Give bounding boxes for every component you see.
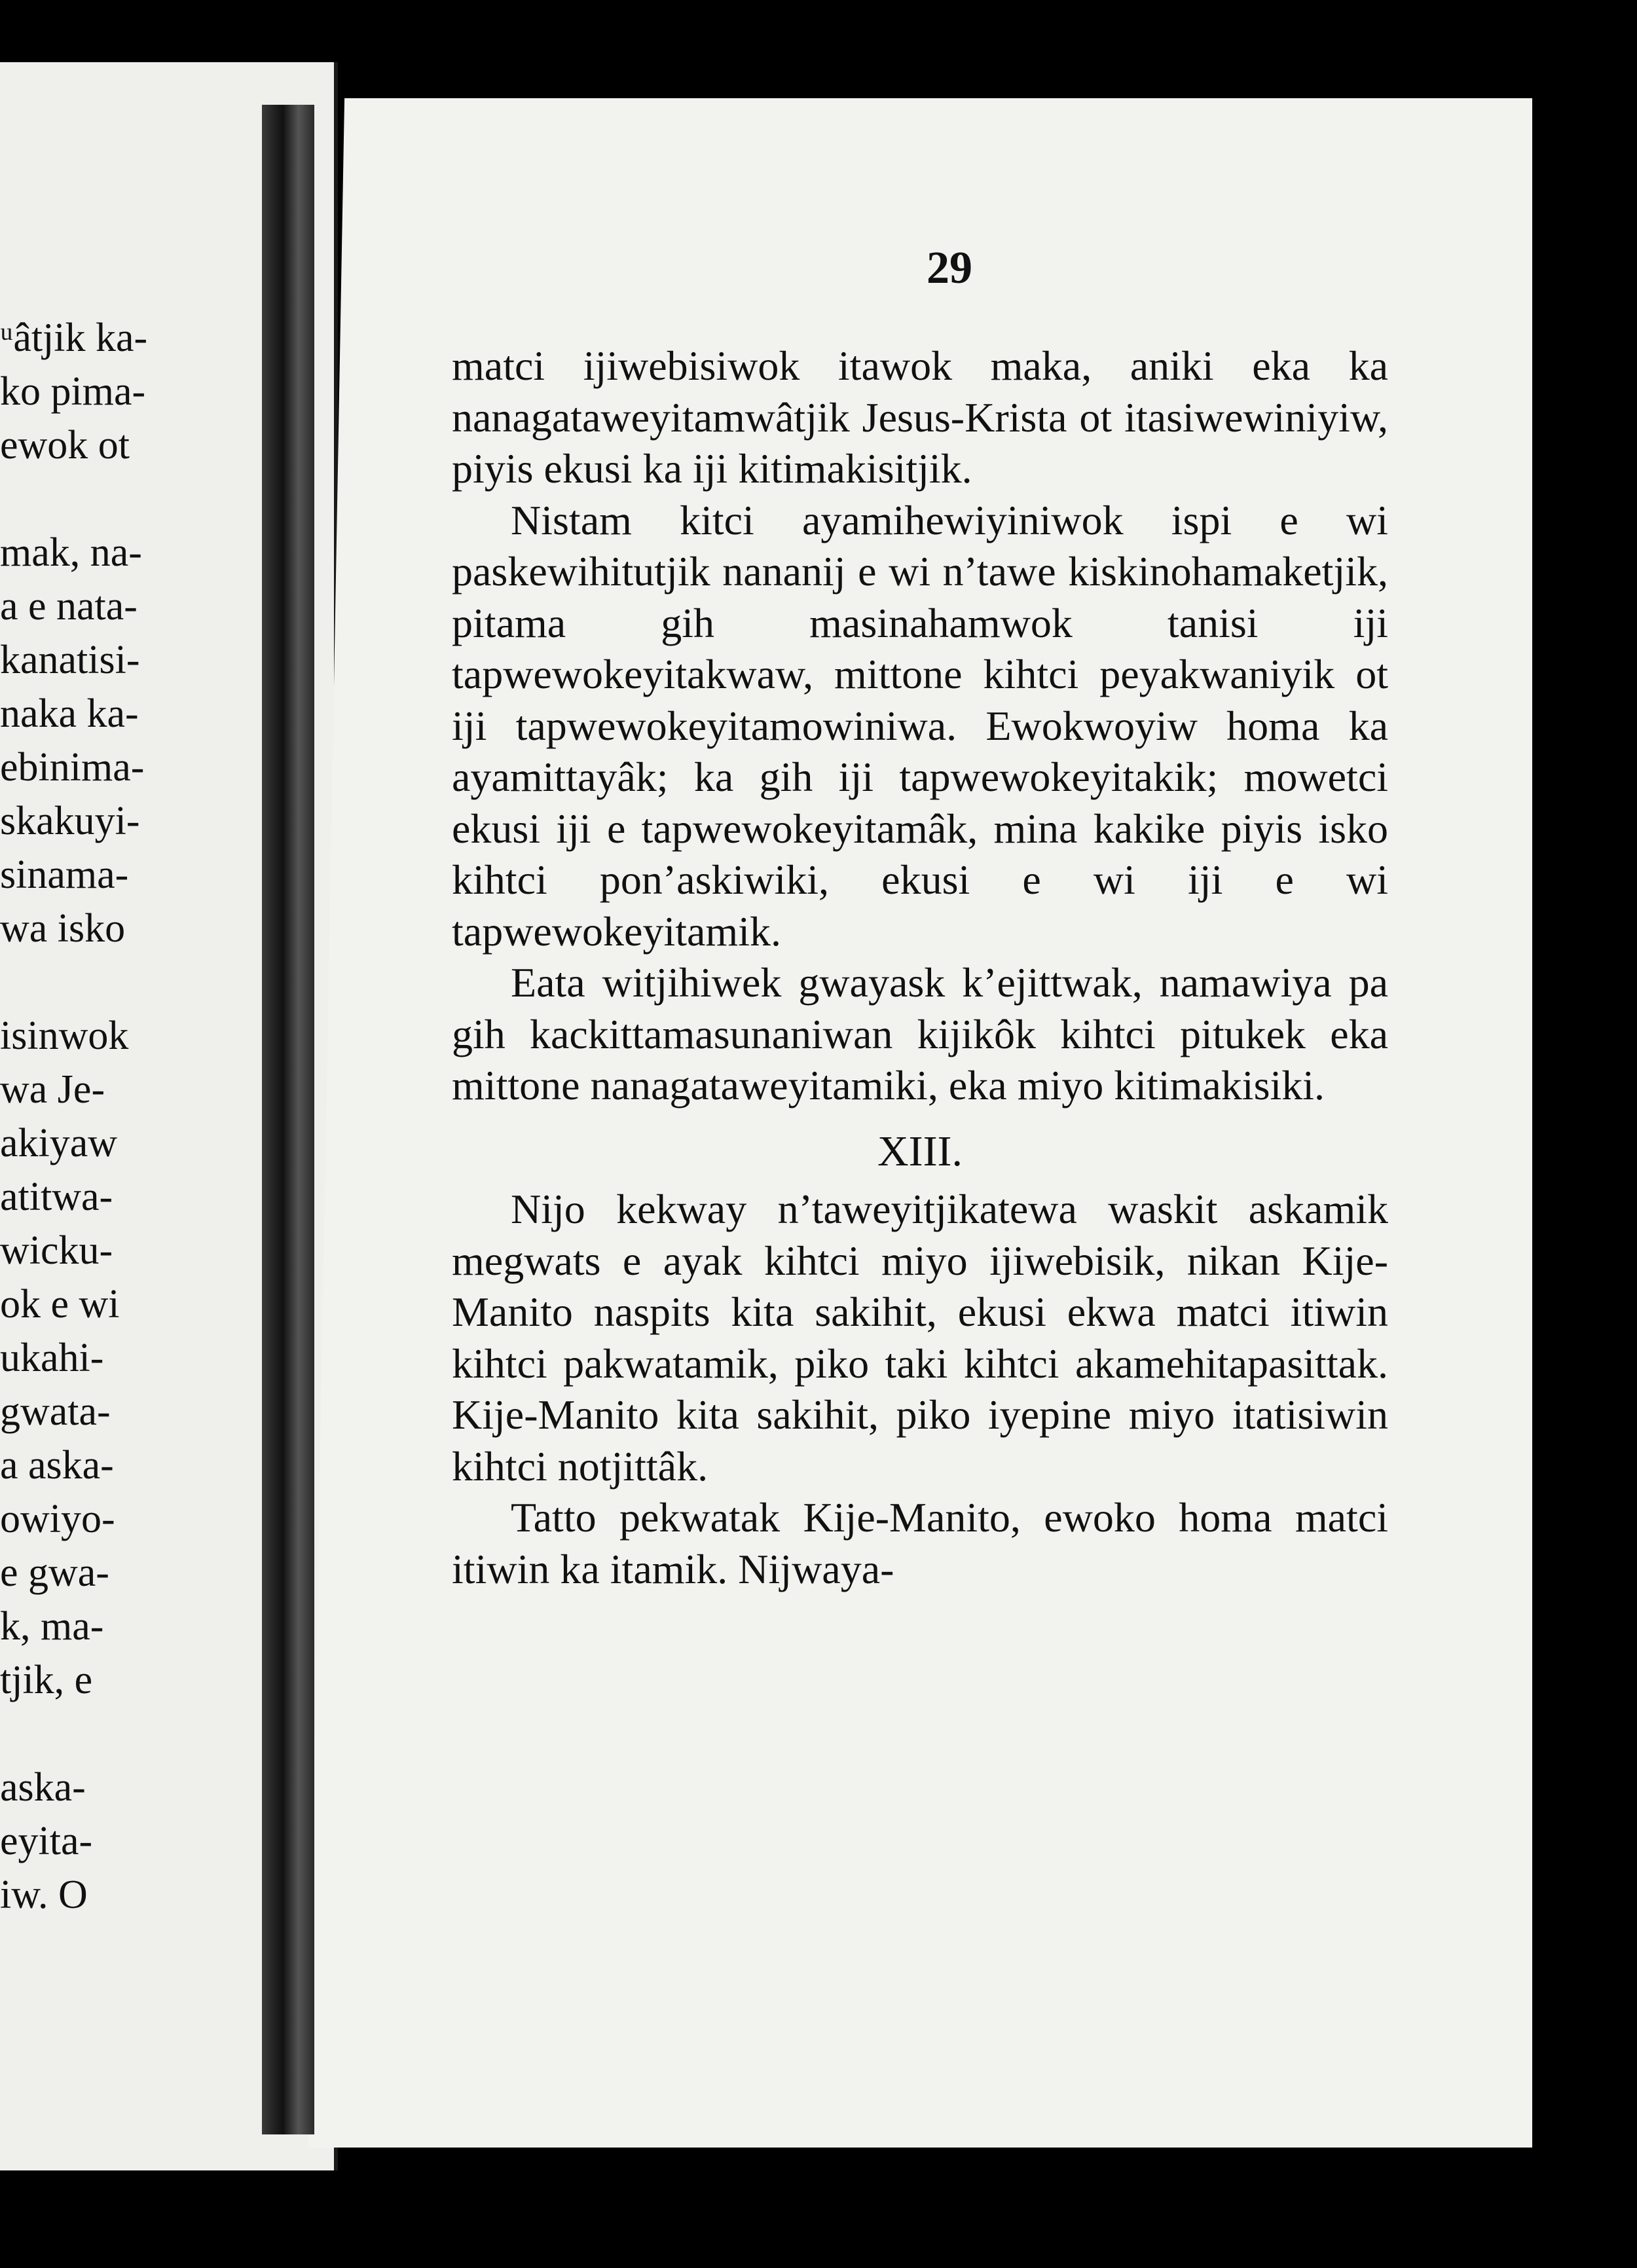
paragraph: Eata witjihiwek gwayask k’ejittwak, namawiya pa gih kackittamasunaniwan kijikôk kihtci pitukek eka mittone nanagataweyitamiki, eka miyo kitimakisiki. (452, 959, 1388, 1108)
left-line: naka ka- (0, 691, 139, 736)
section-heading: XIII. (877, 1127, 963, 1175)
left-line: a e nata- (0, 584, 138, 629)
book-gutter (262, 105, 314, 2134)
left-line: tjik, e (0, 1658, 93, 1702)
left-line: ukahi- (0, 1336, 104, 1380)
left-line: wa isko (0, 906, 126, 951)
left-line: ᵘâtjik ka- (0, 316, 148, 360)
left-page-text (0, 311, 196, 1922)
left-line: iw. O (0, 1873, 88, 1917)
left-line: wicku- (0, 1228, 113, 1273)
left-line: kanatisi- (0, 638, 140, 682)
paragraph: Tatto pekwatak Kije-Manito, ewoko homa matci itiwin ka itamik. Nijwaya- (452, 1494, 1388, 1592)
left-line: aska- (0, 1765, 86, 1810)
left-line: atitwa- (0, 1175, 113, 1219)
page-number: 29 (927, 243, 972, 293)
left-line: akiyaw (0, 1121, 118, 1165)
left-line: skakuyi- (0, 799, 140, 843)
left-line (0, 1707, 196, 1761)
left-line (0, 955, 196, 1009)
left-line: owiyo- (0, 1497, 115, 1541)
left-line: ko pima- (0, 369, 146, 414)
paragraph: Nijo kekway n’taweyitjikatewa waskit askamik megwats e ayak kihtci miyo ijiwebisik, nikan Kije-Manito naspits kita sakihit, ekusi ekwa matci itiwin kihtci pakwatamik, piko taki kihtci akamehitapasittak. Kije-Manito kita sakihit, piko iyepine miyo itatisiwin kihtci notjittâk. (452, 1186, 1388, 1490)
page-body (452, 340, 1388, 1595)
paragraph: matci ijiwebisiwok itawok maka, aniki eka ka nanagataweyitamwâtjik Jesus-Krista ot itasiwewiniyiw, piyis ekusi ka iji kitimakisitjik. (452, 342, 1388, 492)
paragraph: Nistam kitci ayamihewiyiniwok ispi e wi paskewihitutjik nananij e wi n’tawe kiskinohamaketjik, pitama gih masinahamwok tanisi iji tapwewokeyitakwaw, mittone kihtci peyakwaniyik ot iji tapwewokeyitamowiniwa. Ewokwoyiw homa ka ayamittayâk; ka gih iji tapwewokeyitakik; mowetci ekusi iji e tapwewokeyitamâk, mina kakike piyis isko kihtci pon’askiwiki, ekusi e wi iji e wi tapwewokeyitamik. (452, 496, 1388, 955)
left-line: mak, na- (0, 530, 142, 575)
left-line: ebinima- (0, 745, 145, 790)
left-line (0, 472, 196, 526)
left-line: e gwa- (0, 1550, 109, 1595)
left-line: ewok ot (0, 423, 130, 467)
left-line: a aska- (0, 1443, 114, 1488)
left-line: k, ma- (0, 1604, 104, 1649)
left-line: eyita- (0, 1819, 93, 1863)
left-line: gwata- (0, 1389, 111, 1434)
left-line: ok e wi (0, 1282, 120, 1326)
left-line: wa Je- (0, 1067, 105, 1112)
left-line: sinama- (0, 852, 129, 897)
left-line: isinwok (0, 1014, 129, 1058)
